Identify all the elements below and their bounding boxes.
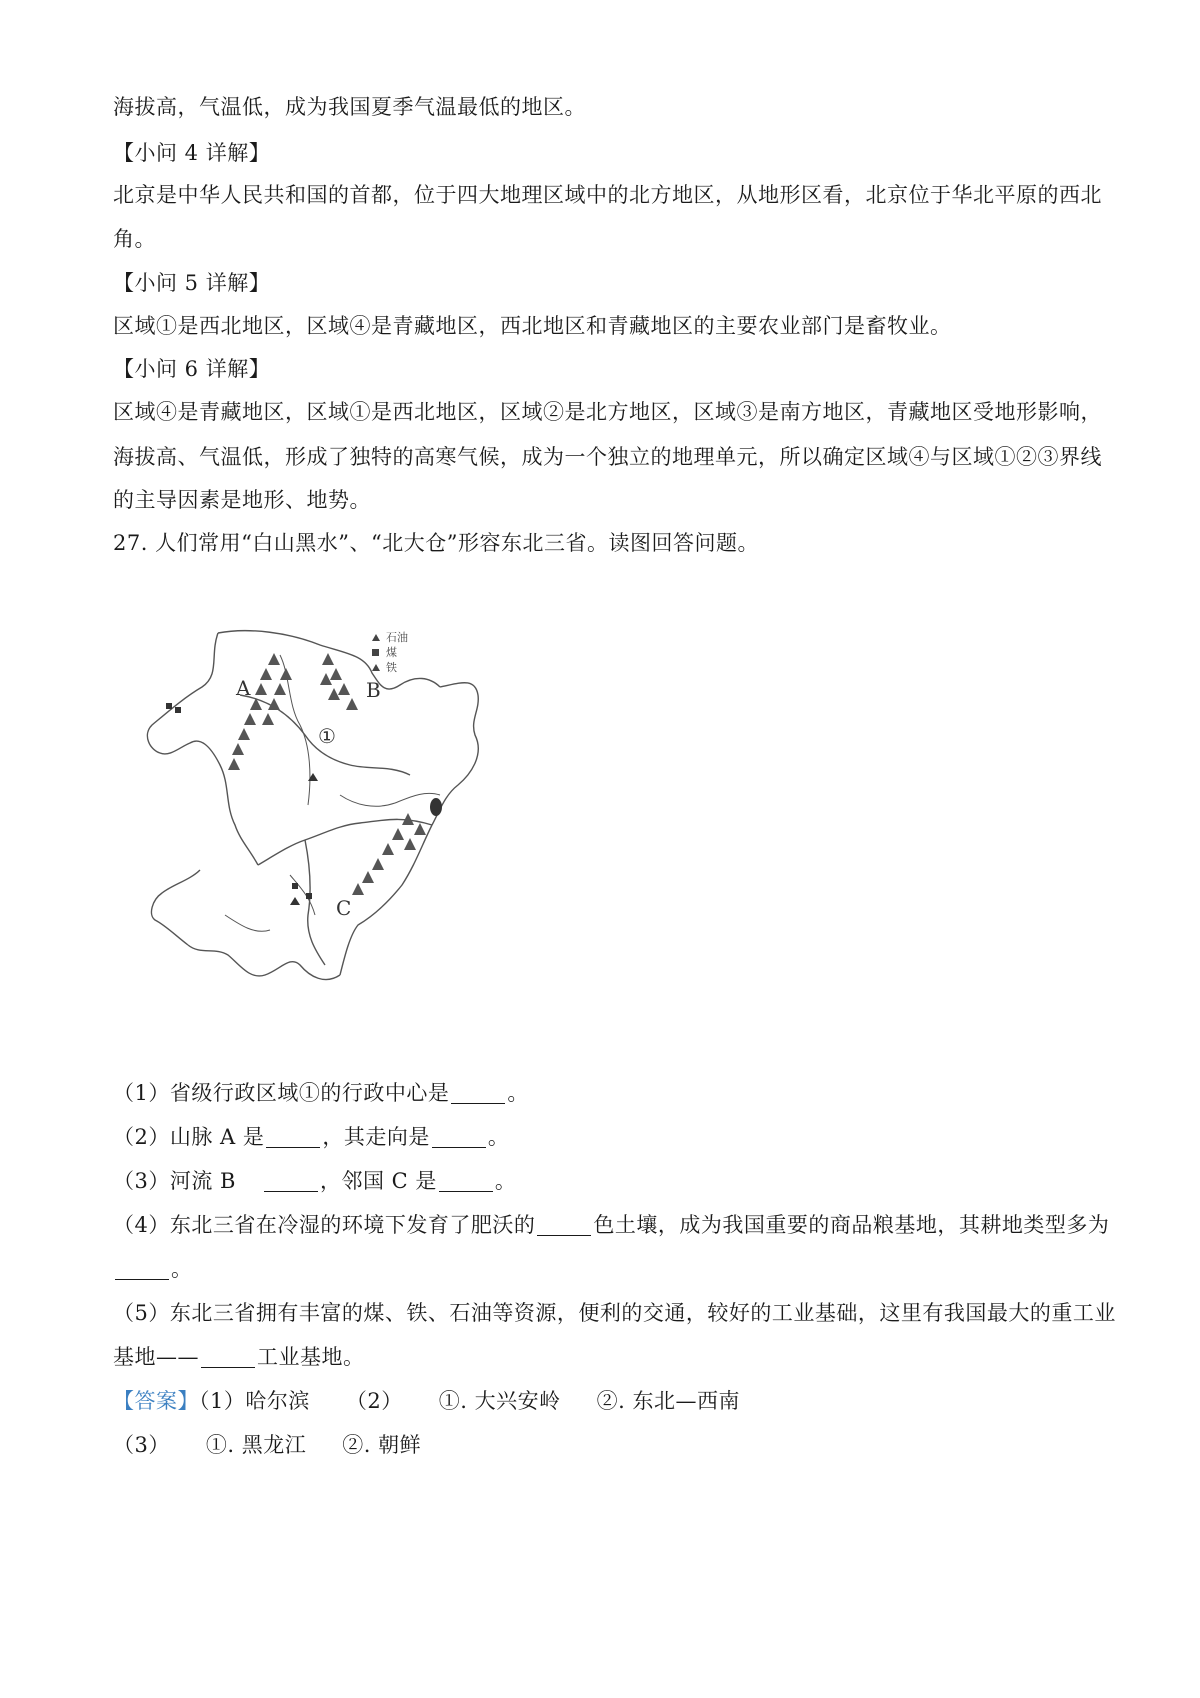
map-label-a: A bbox=[236, 676, 251, 700]
oil-icon bbox=[372, 634, 380, 641]
answer-blank[interactable] bbox=[439, 1169, 493, 1192]
q6-text-line3: 的主导因素是地形、地势。 bbox=[113, 488, 371, 512]
q27-stem: 27. 人们常用“白山黑水”、“北大仓”形容东北三省。读图回答问题。 bbox=[113, 531, 760, 555]
map-outline bbox=[147, 631, 478, 980]
answer-line1: 【答案】（1）哈尔滨 （2） ①. 大兴安岭 ②. 东北—西南 bbox=[113, 1389, 740, 1413]
q27-sub5-line2: 基地—— 工业基地。 bbox=[113, 1345, 365, 1369]
q27-sub4-line1: （4）东北三省在冷湿的环境下发育了肥沃的 色土壤，成为我国重要的商品粮基地，其耕地类型多为 bbox=[113, 1213, 1110, 1237]
q4-text-line1: 北京是中华人民共和国的首都，位于四大地理区域中的北方地区，从地形区看，北京位于华北平原的西北 bbox=[113, 183, 1102, 207]
answer-blank[interactable] bbox=[264, 1169, 318, 1192]
q4-text-line2: 角。 bbox=[113, 227, 156, 251]
answer-blank[interactable] bbox=[432, 1125, 486, 1148]
q27-sub5-line1: （5）东北三省拥有丰富的煤、铁、石油等资源，便利的交通，较好的工业基础，这里有我国最大的重工业 bbox=[113, 1301, 1116, 1325]
mountain-range-a-icon bbox=[228, 653, 292, 770]
q27-sub2: （2）山脉 A 是 ，其走向是 。 bbox=[113, 1125, 510, 1149]
mountain-range-changbai-icon bbox=[352, 813, 426, 895]
legend-coal: 煤 bbox=[386, 646, 397, 659]
answer-blank[interactable] bbox=[115, 1257, 169, 1280]
map-label-b: B bbox=[366, 678, 381, 702]
map-label-c: C bbox=[336, 896, 352, 920]
map-legend bbox=[372, 630, 408, 674]
coal-icon bbox=[372, 649, 379, 656]
q6-text-line2: 海拔高、气温低，形成了独特的高寒气候，成为一个独立的地理单元，所以确定区域④与区域①②③界线 bbox=[113, 445, 1102, 469]
legend-iron: 铁 bbox=[386, 661, 397, 674]
answer-blank[interactable] bbox=[537, 1213, 591, 1236]
q4-heading: 【小问 4 详解】 bbox=[113, 141, 271, 165]
answer-blank[interactable] bbox=[451, 1081, 505, 1104]
map-label-region-1: ① bbox=[318, 724, 336, 748]
q27-sub3: （3）河流 B ，邻国 C 是 。 bbox=[113, 1169, 517, 1193]
answer-blank[interactable] bbox=[201, 1345, 255, 1368]
answer-blank[interactable] bbox=[266, 1125, 320, 1148]
q6-text-line1: 区域④是青藏地区，区域①是西北地区，区域②是北方地区，区域③是南方地区，青藏地区受地形影响， bbox=[113, 400, 1102, 424]
legend-oil: 石油 bbox=[386, 631, 408, 644]
q5-heading: 【小问 5 详解】 bbox=[113, 271, 271, 295]
q5-text: 区域①是西北地区，区域④是青藏地区，西北地区和青藏地区的主要农业部门是畜牧业。 bbox=[113, 314, 952, 338]
q27-sub1: （1）省级行政区域①的行政中心是 。 bbox=[113, 1081, 529, 1105]
answer-line2: （3） ①. 黑龙江 ②. 朝鲜 bbox=[113, 1433, 422, 1457]
northeast-china-map bbox=[140, 625, 530, 1065]
answer-tag: 【答案】 bbox=[113, 1389, 199, 1413]
q6-heading: 【小问 6 详解】 bbox=[113, 357, 271, 381]
mountain-range-b-icon bbox=[320, 653, 358, 710]
intro-text: 海拔高，气温低，成为我国夏季气温最低的地区。 bbox=[113, 95, 586, 119]
q27-sub4-line2: 。 bbox=[113, 1254, 193, 1284]
iron-icon bbox=[372, 664, 380, 671]
